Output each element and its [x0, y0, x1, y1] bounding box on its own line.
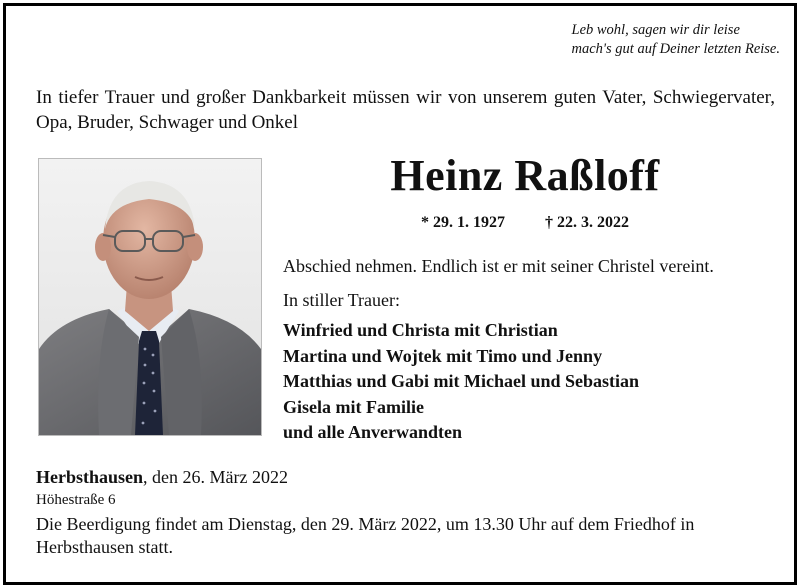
mourner-line: Winfried und Christa mit Christian — [283, 320, 558, 340]
place-town: Herbsthausen — [36, 467, 144, 487]
birth-date: * 29. 1. 1927 — [421, 214, 505, 231]
mourner-line: Martina und Wojtek mit Timo und Jenny — [283, 345, 603, 366]
place-date-line — [36, 467, 288, 488]
farewell-poem — [572, 21, 780, 59]
intro-text: In tiefer Trauer und großer Dankbarkeit müssen wir von unserem guten Vater, Schwiegervater, Opa, Bruder, Schwager und Onkel — [36, 87, 775, 133]
funeral-notice: Die Beerdigung findet am Dienstag, den 29. März 2022, um 13.30 Uhr auf dem Friedhof in Herbsthausen statt. — [36, 514, 695, 557]
poem-line-2: mach's gut auf Deiner letzten Reise. — [571, 41, 780, 57]
mourners-list — [283, 318, 639, 446]
life-dates — [270, 214, 780, 232]
place-date: , den 26. März 2022 — [143, 467, 288, 487]
mourner-line: Matthias und Gabi mit Michael und Sebastian — [283, 371, 640, 391]
mourner-line: und alle Anverwandten — [283, 422, 463, 442]
deceased-name: Heinz Raßloff — [390, 151, 660, 200]
portrait-photo — [38, 158, 262, 436]
street-address: Höhestraße 6 — [36, 492, 116, 508]
mourner-line: Gisela mit Familie — [283, 396, 424, 417]
mourning-label: In stiller Trauer: — [283, 290, 400, 310]
farewell-text: Abschied nehmen. Endlich ist er mit seiner Christel vereint. — [283, 256, 714, 276]
death-date: † 22. 3. 2022 — [545, 214, 629, 231]
poem-line-1: Leb wohl, sagen wir dir leise — [571, 22, 740, 38]
